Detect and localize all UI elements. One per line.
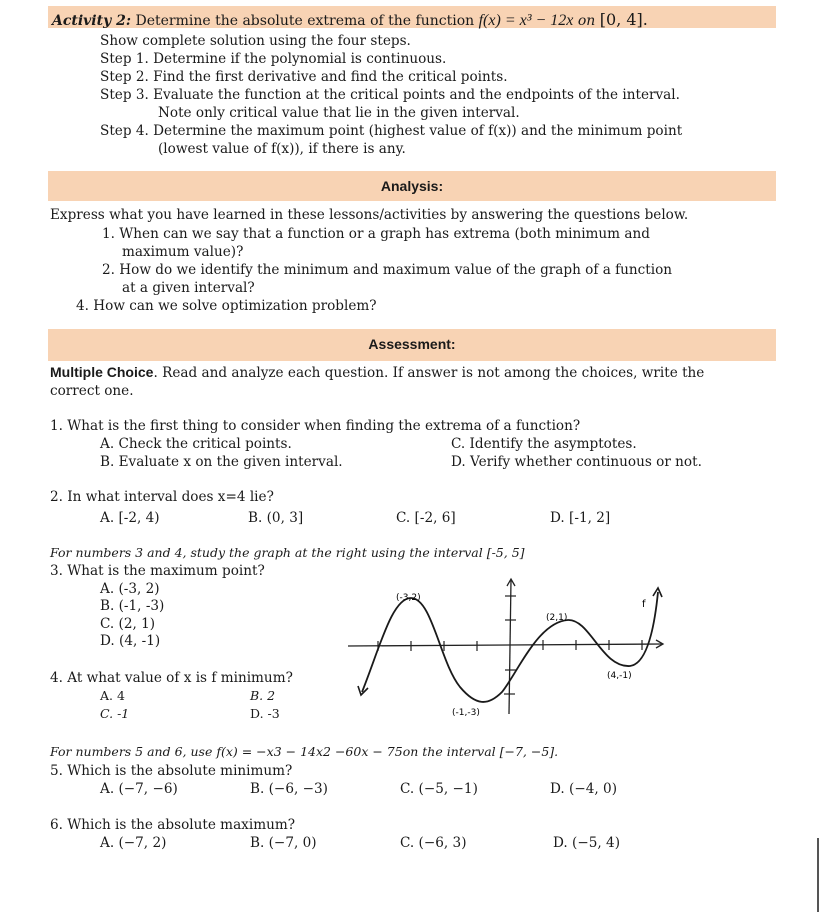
q6-question: 6. Which is the absolute maximum? [50, 817, 296, 833]
q5-option-d: D. (−4, 0) [550, 781, 617, 797]
q3-option-c: C. (2, 1) [100, 616, 156, 632]
q4-question: 4. At what value of x is f minimum? [50, 670, 293, 686]
function-graph [340, 572, 675, 722]
q1-option-a: A. Check the critical points. [100, 436, 292, 452]
graph-label-max: (-3,2) [396, 593, 421, 603]
analysis-question-2-cont: at a given interval? [122, 280, 255, 296]
activity-interval: [0, 4]. [599, 10, 648, 29]
q2-option-d: D. [-1, 2] [550, 510, 611, 526]
graph-note: For numbers 3 and 4, study the graph at the right using the interval [-5, 5] [50, 545, 525, 560]
mc-label: Multiple Choice [50, 364, 154, 380]
activity-label: Activity 2: [52, 13, 132, 29]
q5-option-a: A. (−7, −6) [100, 781, 178, 797]
func56-note: For numbers 5 and 6, use f(x) = −x3 − 14x2 −60x − 75on the interval [−7, −5]. [50, 744, 559, 759]
analysis-band [48, 171, 776, 201]
analysis-intro: Express what you have learned in these lessons/activities by answering the questions below. [50, 207, 689, 223]
q4-option-d: D. -3 [250, 706, 280, 721]
activity-text: Determine the absolute extrema of the function [135, 13, 475, 29]
q6-option-b: B. (−7, 0) [250, 835, 317, 851]
graph-label-f: f [642, 599, 646, 610]
q1-option-b: B. Evaluate x on the given interval. [100, 454, 343, 470]
activity-instruction: Show complete solution using the four steps. [100, 33, 411, 49]
graph-x-axis [348, 644, 662, 646]
q2-option-c: C. [-2, 6] [396, 510, 456, 526]
q1-option-c: C. Identify the asymptotes. [451, 436, 637, 452]
q3-option-a: A. (-3, 2) [100, 581, 160, 597]
analysis-question-2: 2. How do we identify the minimum and maximum value of the graph of a function [102, 262, 673, 278]
q4-option-c: C. -1 [100, 706, 130, 721]
page-edge-line [817, 838, 819, 912]
activity-step-3-note: Note only critical value that lie in the given interval. [158, 105, 520, 121]
activity-step-2: Step 2. Find the first derivative and find the critical points. [100, 69, 508, 85]
q3-option-b: B. (-1, -3) [100, 598, 165, 614]
graph-label-local-max: (2,1) [546, 613, 568, 623]
q2-option-a: A. [-2, 4) [100, 510, 160, 526]
q6-option-d: D. (−5, 4) [553, 835, 620, 851]
mc-text: . Read and analyze each question. If answer is not among the choices, write the [153, 365, 705, 381]
q5-option-c: C. (−5, −1) [400, 781, 478, 797]
graph-label-min: (-1,-3) [452, 708, 480, 718]
activity-step-4: Step 4. Determine the maximum point (highest value of f(x)) and the minimum point [100, 123, 683, 139]
q3-question: 3. What is the maximum point? [50, 563, 265, 579]
analysis-question-1: 1. When can we say that a function or a graph has extrema (both minimum and [102, 226, 650, 242]
activity-step-1: Step 1. Determine if the polynomial is continuous. [100, 51, 447, 67]
q4-option-a: A. 4 [100, 688, 125, 703]
activity-on: on [577, 13, 596, 29]
activity-function: f(x) = x³ − 12x [478, 12, 574, 29]
q1-question: 1. What is the first thing to consider when finding the extrema of a function? [50, 418, 581, 434]
q5-question: 5. Which is the absolute minimum? [50, 763, 293, 779]
q5-option-b: B. (−6, −3) [250, 781, 328, 797]
analysis-title: Analysis: [380, 178, 444, 194]
assessment-band [48, 329, 776, 361]
analysis-question-1-cont: maximum value)? [122, 244, 244, 260]
q4-option-b: B. 2 [250, 688, 276, 703]
graph-label-local-min: (4,-1) [607, 671, 632, 681]
mc-instruction [50, 364, 704, 381]
q6-option-a: A. (−7, 2) [100, 835, 167, 851]
q3-option-d: D. (4, -1) [100, 633, 161, 649]
q6-option-c: C. (−6, 3) [400, 835, 467, 851]
mc-instruction-cont: correct one. [50, 383, 134, 399]
activity-step-3: Step 3. Evaluate the function at the critical points and the endpoints of the interval. [100, 87, 680, 103]
q2-option-b: B. (0, 3] [248, 510, 304, 526]
activity-title-line [52, 10, 648, 30]
activity-step-4-cont: (lowest value of f(x)), if there is any. [158, 141, 406, 157]
analysis-question-4: 4. How can we solve optimization problem? [76, 298, 377, 314]
q2-question: 2. In what interval does x=4 lie? [50, 489, 274, 505]
assessment-title: Assessment: [368, 336, 456, 352]
q1-option-d: D. Verify whether continuous or not. [451, 454, 702, 470]
